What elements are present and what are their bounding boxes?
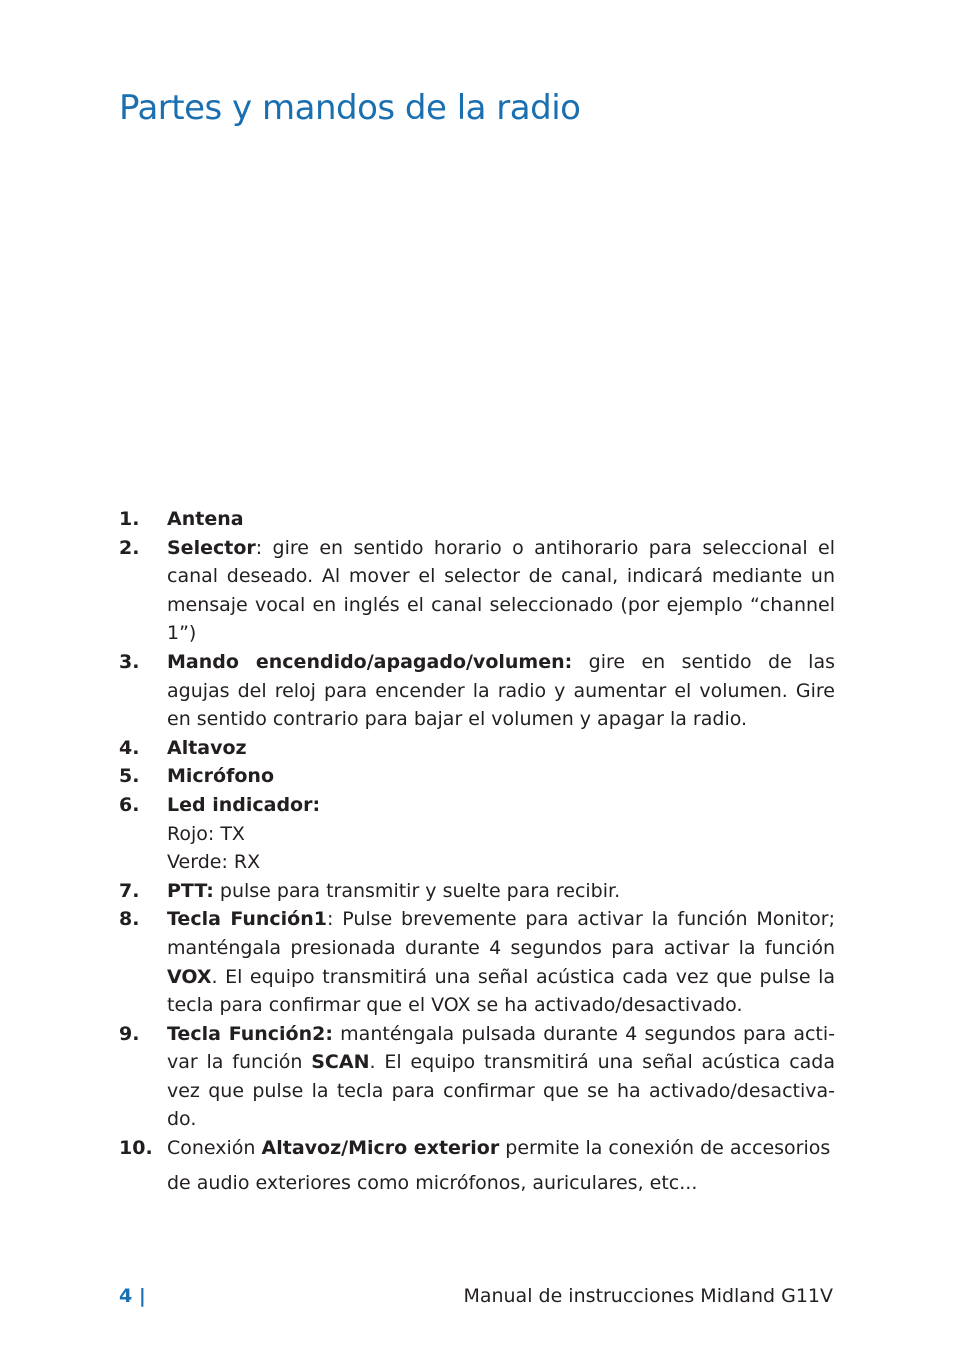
item-text: : Pulse brevemente para activar la función Monitor; manténgala presionada durante 4 segundos para activar la función (167, 908, 835, 959)
list-item (119, 1020, 835, 1134)
item-number: 1. (119, 508, 140, 530)
item-title: Micrófono (167, 765, 275, 788)
list-item (119, 791, 835, 877)
item-text: pulse para transmitir y suelte para recibir. (213, 879, 621, 902)
item-text: . El equipo transmitirá una señal acústica cada vez que pulse la tecla para confirmar que se ha activado/desactiva-do. (167, 1051, 835, 1131)
item-title: Altavoz/Micro exterior (261, 1137, 500, 1160)
item-title: PTT: (167, 879, 214, 902)
item-number: 2. (119, 536, 140, 559)
list-item (119, 1134, 835, 1197)
item-text: . El equipo transmitirá una señal acústica cada vez que pulse la tecla para confirmar que el VOX se ha activado/desactivado. (167, 965, 835, 1017)
list-item (119, 534, 835, 648)
item-number: 9. (119, 1022, 140, 1045)
item-title: Mando encendido/apagado/volumen: (167, 650, 573, 673)
list-item (119, 877, 835, 906)
item-title: Tecla Función1 (167, 908, 327, 931)
led-green-line: Verde: RX (167, 851, 261, 874)
list-item (119, 734, 835, 763)
item-number: 10. (119, 1137, 153, 1160)
item-number: 8. (119, 908, 140, 931)
item-title: Tecla Función2: (167, 1022, 333, 1045)
item-bold-term: SCAN (311, 1051, 370, 1074)
item-title: Selector (167, 536, 256, 559)
item-number: 5. (119, 765, 140, 788)
page-title: Partes y mandos de la radio (119, 88, 581, 128)
item-text: permite la conexión de accesorios (499, 1137, 831, 1160)
item-number: 6. (119, 793, 140, 816)
radio-figure-area (119, 150, 835, 490)
item-number: 4. (119, 736, 140, 759)
item-text: gire en sentido de las agujas del reloj para encender la radio y aumentar el volumen. Gire en sentido contrario para bajar el volumen y apagar la radio. (167, 650, 835, 731)
item-text: de audio exteriores como micrófonos, auriculares, etc... (167, 1171, 698, 1194)
list-item (119, 762, 835, 791)
item-text: Conexión (167, 1137, 262, 1160)
page-number: 4 | (119, 1285, 146, 1307)
item-number: 3. (119, 650, 140, 673)
list-item (119, 505, 835, 534)
item-text: manténgala pulsada durante 4 segundos para acti-var la función (167, 1022, 835, 1074)
item-title: Antena (167, 508, 244, 530)
parts-list (119, 505, 835, 1197)
manual-name: Manual de instrucciones Midland G11V (463, 1285, 833, 1307)
item-title: Altavoz (167, 736, 247, 759)
item-number: 7. (119, 879, 140, 902)
list-item (119, 648, 835, 734)
item-text: : gire en sentido horario o antihorario para seleccional el canal deseado. Al mover el selector de canal, indicará mediante un mensaje vocal en inglés el canal seleccionado (por ejemplo “channel 1”) (167, 536, 835, 645)
list-item (119, 905, 835, 1019)
item-title: Led indicador: (167, 793, 321, 816)
item-bold-term: VOX (167, 965, 212, 988)
led-red-line: Rojo: TX (167, 822, 245, 845)
